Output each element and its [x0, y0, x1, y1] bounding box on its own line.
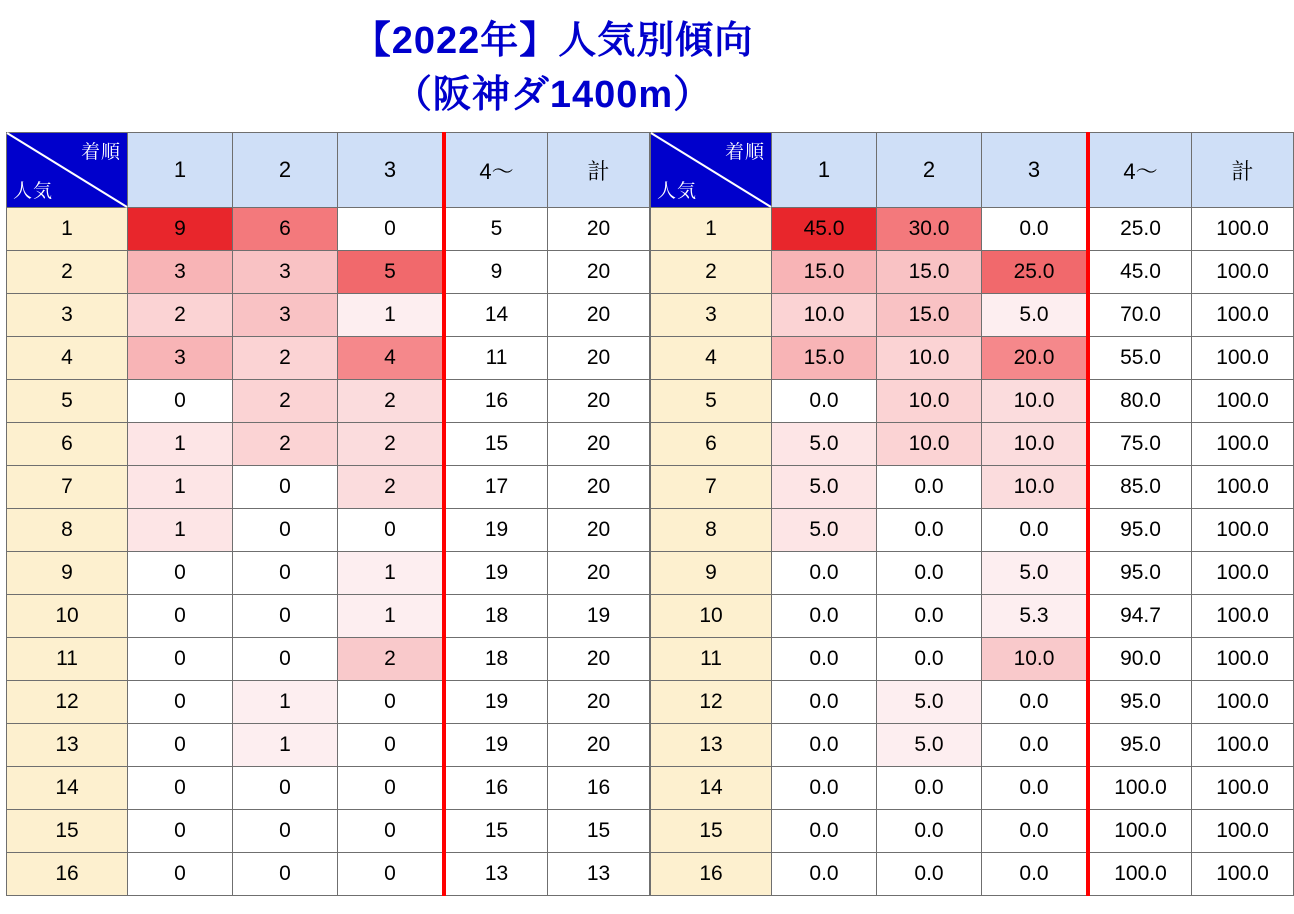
column-header-4plus: 4〜	[1088, 133, 1192, 208]
row-header-popularity: 7	[7, 466, 128, 509]
table-row	[651, 294, 1294, 337]
table-cell: 10.0	[877, 337, 982, 380]
table-cell: 15.0	[877, 294, 982, 337]
column-header-2: 2	[877, 133, 982, 208]
row-header-popularity: 7	[651, 466, 772, 509]
table-cell: 100.0	[1192, 509, 1294, 552]
column-header-3: 3	[982, 133, 1089, 208]
table-cell: 1	[233, 681, 338, 724]
row-header-popularity: 16	[651, 853, 772, 896]
table-cell: 0.0	[982, 509, 1089, 552]
table-cell: 16	[444, 767, 548, 810]
table-cell: 0.0	[772, 638, 877, 681]
table-cell: 5.0	[877, 724, 982, 767]
table-row	[651, 638, 1294, 681]
table-row	[651, 767, 1294, 810]
table-row	[651, 423, 1294, 466]
table-cell: 0.0	[877, 466, 982, 509]
table-row	[7, 853, 650, 896]
table-cell: 20	[548, 681, 650, 724]
table-cell: 14	[444, 294, 548, 337]
table-cell: 100.0	[1088, 767, 1192, 810]
table-cell: 20.0	[982, 337, 1089, 380]
table-cell: 20	[548, 509, 650, 552]
row-header-popularity: 14	[7, 767, 128, 810]
table-row	[651, 337, 1294, 380]
table-row	[651, 380, 1294, 423]
table-cell: 0	[128, 853, 233, 896]
table-cell: 100.0	[1192, 208, 1294, 251]
table-row	[7, 380, 650, 423]
percent-table	[650, 132, 1294, 896]
table-cell: 80.0	[1088, 380, 1192, 423]
row-header-popularity: 11	[651, 638, 772, 681]
table-row	[7, 208, 650, 251]
column-header-1: 1	[772, 133, 877, 208]
table-cell: 3	[233, 294, 338, 337]
table-cell: 45.0	[1088, 251, 1192, 294]
table-cell: 2	[338, 380, 445, 423]
row-header-popularity: 9	[7, 552, 128, 595]
table-row	[651, 724, 1294, 767]
table-cell: 75.0	[1088, 423, 1192, 466]
table-cell: 4	[338, 337, 445, 380]
corner-label-order: 着順	[724, 142, 765, 163]
table-cell: 0.0	[877, 767, 982, 810]
table-cell: 100.0	[1192, 767, 1294, 810]
row-header-popularity: 3	[7, 294, 128, 337]
table-row	[7, 466, 650, 509]
table-cell: 20	[548, 337, 650, 380]
table-cell: 1	[128, 466, 233, 509]
table-cell: 100.0	[1192, 853, 1294, 896]
table-cell: 20	[548, 251, 650, 294]
table-cell: 10.0	[877, 380, 982, 423]
table-row	[651, 466, 1294, 509]
row-header-popularity: 13	[651, 724, 772, 767]
table-cell: 0	[233, 509, 338, 552]
table-cell: 1	[128, 509, 233, 552]
table-row	[651, 595, 1294, 638]
table-cell: 0	[128, 595, 233, 638]
table-cell: 100.0	[1192, 294, 1294, 337]
percent-table-head	[651, 133, 1294, 208]
table-cell: 0.0	[982, 724, 1089, 767]
table-cell: 0	[338, 208, 445, 251]
row-header-popularity: 4	[7, 337, 128, 380]
column-header-total: 計	[1192, 133, 1294, 208]
table-cell: 0.0	[772, 767, 877, 810]
table-cell: 100.0	[1192, 724, 1294, 767]
table-cell: 10.0	[772, 294, 877, 337]
title-line-1: 【2022年】人気別傾向	[352, 20, 754, 62]
table-cell: 0	[233, 552, 338, 595]
table-cell: 100.0	[1192, 552, 1294, 595]
table-cell: 1	[233, 724, 338, 767]
table-cell: 0	[128, 552, 233, 595]
table-cell: 0.0	[772, 380, 877, 423]
table-cell: 5.3	[982, 595, 1089, 638]
table-cell: 0	[338, 509, 445, 552]
table-cell: 70.0	[1088, 294, 1192, 337]
row-header-popularity: 12	[651, 681, 772, 724]
column-header-total: 計	[548, 133, 650, 208]
table-cell: 85.0	[1088, 466, 1192, 509]
table-cell: 5	[444, 208, 548, 251]
table-cell: 15.0	[877, 251, 982, 294]
row-header-popularity: 1	[651, 208, 772, 251]
table-cell: 0.0	[982, 208, 1089, 251]
table-cell: 1	[338, 552, 445, 595]
table-cell: 0.0	[982, 810, 1089, 853]
row-header-popularity: 15	[651, 810, 772, 853]
table-row	[7, 724, 650, 767]
table-cell: 10.0	[877, 423, 982, 466]
table-cell: 0.0	[772, 724, 877, 767]
count-table	[6, 132, 650, 896]
table-row	[651, 681, 1294, 724]
table-row	[7, 681, 650, 724]
corner-label-popularity: 人気	[13, 181, 54, 202]
table-row	[651, 853, 1294, 896]
table-cell: 20	[548, 552, 650, 595]
table-row	[7, 423, 650, 466]
table-cell: 0	[338, 767, 445, 810]
table-cell: 17	[444, 466, 548, 509]
table-cell: 0.0	[877, 509, 982, 552]
table-cell: 11	[444, 337, 548, 380]
table-cell: 0	[338, 853, 445, 896]
table-cell: 15	[444, 810, 548, 853]
column-header-1: 1	[128, 133, 233, 208]
row-header-popularity: 9	[651, 552, 772, 595]
table-cell: 3	[233, 251, 338, 294]
table-cell: 20	[548, 466, 650, 509]
table-cell: 5.0	[772, 423, 877, 466]
table-cell: 0	[128, 638, 233, 681]
table-cell: 20	[548, 208, 650, 251]
table-cell: 45.0	[772, 208, 877, 251]
table-cell: 100.0	[1192, 466, 1294, 509]
row-header-popularity: 4	[651, 337, 772, 380]
table-cell: 2	[338, 423, 445, 466]
table-row	[7, 251, 650, 294]
table-cell: 0.0	[772, 552, 877, 595]
row-header-popularity: 1	[7, 208, 128, 251]
table-cell: 9	[444, 251, 548, 294]
table-cell: 0.0	[982, 853, 1089, 896]
table-cell: 0	[233, 466, 338, 509]
table-cell: 100.0	[1192, 681, 1294, 724]
table-cell: 13	[548, 853, 650, 896]
table-cell: 0	[128, 767, 233, 810]
table-cell: 20	[548, 423, 650, 466]
table-row	[7, 810, 650, 853]
table-row	[7, 294, 650, 337]
table-cell: 15	[548, 810, 650, 853]
table-cell: 1	[338, 595, 445, 638]
table-cell: 0	[128, 681, 233, 724]
row-header-popularity: 10	[7, 595, 128, 638]
table-cell: 100.0	[1088, 810, 1192, 853]
table-cell: 100.0	[1192, 810, 1294, 853]
table-cell: 20	[548, 294, 650, 337]
table-cell: 0.0	[982, 767, 1089, 810]
table-cell: 5.0	[772, 509, 877, 552]
table-row	[7, 552, 650, 595]
table-row	[7, 337, 650, 380]
count-table-body	[7, 208, 650, 896]
table-cell: 5.0	[982, 552, 1089, 595]
table-cell: 5.0	[877, 681, 982, 724]
table-cell: 2	[338, 638, 445, 681]
table-cell: 0	[338, 724, 445, 767]
table-cell: 9	[128, 208, 233, 251]
percent-table-body	[651, 208, 1294, 896]
row-header-popularity: 6	[651, 423, 772, 466]
table-cell: 0	[233, 638, 338, 681]
table-cell: 5.0	[772, 466, 877, 509]
table-cell: 0.0	[877, 595, 982, 638]
table-cell: 19	[548, 595, 650, 638]
row-header-popularity: 10	[651, 595, 772, 638]
row-header-popularity: 16	[7, 853, 128, 896]
table-cell: 20	[548, 380, 650, 423]
table-cell: 19	[444, 724, 548, 767]
column-header-3: 3	[338, 133, 445, 208]
row-header-popularity: 5	[651, 380, 772, 423]
table-row	[7, 509, 650, 552]
table-cell: 2	[338, 466, 445, 509]
table-cell: 25.0	[1088, 208, 1192, 251]
table-cell: 0.0	[772, 853, 877, 896]
table-cell: 94.7	[1088, 595, 1192, 638]
table-cell: 0	[233, 810, 338, 853]
table-cell: 5	[338, 251, 445, 294]
row-header-popularity: 13	[7, 724, 128, 767]
table-cell: 0.0	[877, 810, 982, 853]
table-cell: 100.0	[1192, 251, 1294, 294]
table-row	[7, 595, 650, 638]
row-header-popularity: 8	[7, 509, 128, 552]
table-cell: 16	[444, 380, 548, 423]
count-table-head	[7, 133, 650, 208]
table-cell: 20	[548, 724, 650, 767]
table-cell: 15.0	[772, 337, 877, 380]
table-cell: 2	[128, 294, 233, 337]
table-cell: 0.0	[877, 638, 982, 681]
table-cell: 1	[338, 294, 445, 337]
table-cell: 0.0	[772, 681, 877, 724]
table-cell: 10.0	[982, 423, 1089, 466]
table-cell: 1	[128, 423, 233, 466]
row-header-popularity: 2	[651, 251, 772, 294]
title-line-2: （阪神ダ1400m）	[393, 74, 713, 116]
table-cell: 90.0	[1088, 638, 1192, 681]
corner-label-popularity: 人気	[657, 181, 698, 202]
table-cell: 100.0	[1192, 380, 1294, 423]
table-row	[7, 767, 650, 810]
table-cell: 10.0	[982, 380, 1089, 423]
table-cell: 10.0	[982, 638, 1089, 681]
row-header-popularity: 6	[7, 423, 128, 466]
corner-header-cell	[7, 133, 128, 208]
table-row	[651, 208, 1294, 251]
corner-header-cell	[651, 133, 772, 208]
table-row	[651, 810, 1294, 853]
table-cell: 95.0	[1088, 552, 1192, 595]
table-row	[651, 251, 1294, 294]
table-cell: 19	[444, 681, 548, 724]
table-cell: 15	[444, 423, 548, 466]
table-cell: 0	[233, 853, 338, 896]
table-cell: 25.0	[982, 251, 1089, 294]
table-cell: 20	[548, 638, 650, 681]
table-cell: 16	[548, 767, 650, 810]
table-cell: 3	[128, 337, 233, 380]
table-cell: 0	[233, 767, 338, 810]
table-cell: 2	[233, 380, 338, 423]
column-header-2: 2	[233, 133, 338, 208]
row-header-popularity: 2	[7, 251, 128, 294]
table-cell: 0	[128, 380, 233, 423]
table-cell: 2	[233, 423, 338, 466]
table-cell: 0.0	[772, 595, 877, 638]
row-header-popularity: 11	[7, 638, 128, 681]
table-cell: 0.0	[982, 681, 1089, 724]
corner-label-order: 着順	[80, 142, 121, 163]
table-cell: 55.0	[1088, 337, 1192, 380]
table-cell: 95.0	[1088, 509, 1192, 552]
page-title	[0, 0, 1106, 122]
table-row	[651, 509, 1294, 552]
row-header-popularity: 3	[651, 294, 772, 337]
table-cell: 18	[444, 595, 548, 638]
table-cell: 3	[128, 251, 233, 294]
table-cell: 0	[233, 595, 338, 638]
row-header-popularity: 14	[651, 767, 772, 810]
table-cell: 30.0	[877, 208, 982, 251]
column-header-4plus: 4〜	[444, 133, 548, 208]
table-cell: 0	[128, 724, 233, 767]
table-cell: 0.0	[877, 853, 982, 896]
table-cell: 19	[444, 509, 548, 552]
table-cell: 6	[233, 208, 338, 251]
table-cell: 100.0	[1192, 638, 1294, 681]
tables-container	[0, 132, 1269, 896]
table-cell: 19	[444, 552, 548, 595]
row-header-popularity: 5	[7, 380, 128, 423]
table-cell: 13	[444, 853, 548, 896]
table-cell: 10.0	[982, 466, 1089, 509]
table-cell: 0.0	[877, 552, 982, 595]
table-cell: 0	[338, 810, 445, 853]
table-cell: 0.0	[772, 810, 877, 853]
table-cell: 95.0	[1088, 681, 1192, 724]
table-row	[7, 638, 650, 681]
table-cell: 100.0	[1192, 337, 1294, 380]
table-cell: 5.0	[982, 294, 1089, 337]
row-header-popularity: 15	[7, 810, 128, 853]
table-header-row	[651, 133, 1294, 208]
table-cell: 95.0	[1088, 724, 1192, 767]
table-cell: 15.0	[772, 251, 877, 294]
table-cell: 0	[338, 681, 445, 724]
table-cell: 18	[444, 638, 548, 681]
table-cell: 2	[233, 337, 338, 380]
table-cell: 100.0	[1192, 595, 1294, 638]
table-cell: 0	[128, 810, 233, 853]
table-header-row	[7, 133, 650, 208]
row-header-popularity: 12	[7, 681, 128, 724]
table-cell: 100.0	[1088, 853, 1192, 896]
row-header-popularity: 8	[651, 509, 772, 552]
table-cell: 100.0	[1192, 423, 1294, 466]
table-row	[651, 552, 1294, 595]
